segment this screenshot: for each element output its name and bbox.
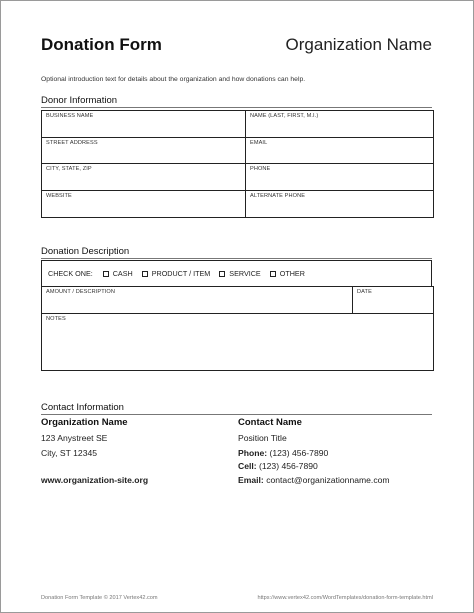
notes-field[interactable]: NOTES — [42, 314, 434, 371]
contact-position: Position Title — [238, 433, 287, 443]
check-one-label: CHECK ONE: — [48, 269, 93, 278]
intro-text: Optional introduction text for details about the organization and how donations can help. — [41, 76, 306, 83]
cell-label: Cell: — [238, 461, 257, 471]
business-name-field[interactable]: BUSINESS NAME — [42, 111, 246, 138]
phone-label: Phone: — [238, 448, 268, 458]
donor-information-table — [41, 110, 434, 218]
contact-name: Contact Name — [238, 417, 302, 428]
email-field[interactable]: EMAIL — [246, 138, 434, 164]
email-value[interactable]: contact@organizationname.com — [266, 475, 390, 485]
service-option[interactable] — [219, 269, 260, 278]
form-title: Donation Form — [41, 35, 162, 54]
other-option[interactable] — [270, 269, 305, 278]
contact-website-link[interactable]: www.organization-site.org — [41, 475, 149, 485]
phone-field[interactable]: PHONE — [246, 164, 434, 191]
phone-value: (123) 456-7890 — [269, 448, 329, 458]
donation-heading-rule — [41, 258, 432, 259]
organization-name-heading: Organization Name — [285, 35, 432, 54]
donation-details-table — [41, 286, 434, 371]
donation-type-row — [41, 260, 432, 286]
contact-email-line — [238, 475, 390, 485]
contact-phone-line — [238, 448, 328, 458]
date-field[interactable]: DATE — [353, 287, 434, 314]
donor-information-heading: Donor Information — [41, 95, 118, 106]
footer-url[interactable]: https://www.vertex42.com/WordTemplates/donation-form-template.html — [257, 595, 433, 601]
contact-heading-rule — [41, 414, 432, 415]
website-field[interactable]: WEBSITE — [42, 191, 246, 218]
service-checkbox[interactable] — [219, 271, 225, 277]
contact-address-line2: City, ST 12345 — [41, 448, 98, 458]
donor-heading-rule — [41, 107, 432, 108]
street-address-field[interactable]: STREET ADDRESS — [42, 138, 246, 164]
footer-copyright: Donation Form Template © 2017 Vertex42.com — [41, 595, 158, 601]
city-state-zip-field[interactable]: CITY, STATE, ZIP — [42, 164, 246, 191]
product-label: PRODUCT / ITEM — [151, 269, 211, 278]
cash-label: CASH — [112, 269, 133, 278]
cell-value: (123) 456-7890 — [259, 461, 318, 471]
name-field[interactable]: NAME (LAST, FIRST, M.I.) — [246, 111, 434, 138]
email-label: Email: — [238, 475, 264, 485]
amount-description-field[interactable]: AMOUNT / DESCRIPTION — [42, 287, 353, 314]
other-label: OTHER — [279, 269, 305, 278]
service-label: SERVICE — [229, 269, 261, 278]
other-checkbox[interactable] — [270, 271, 276, 277]
donation-description-heading: Donation Description — [41, 246, 130, 257]
cash-checkbox[interactable] — [103, 271, 109, 277]
contact-address-line1: 123 Anystreet SE — [41, 433, 108, 443]
contact-cell-line — [238, 461, 318, 471]
contact-org-name: Organization Name — [41, 417, 128, 428]
contact-information-heading: Contact Information — [41, 402, 124, 413]
product-checkbox[interactable] — [142, 271, 148, 277]
product-option[interactable] — [142, 269, 211, 278]
cash-option[interactable] — [103, 269, 133, 278]
alternate-phone-field[interactable]: ALTERNATE PHONE — [246, 191, 434, 218]
